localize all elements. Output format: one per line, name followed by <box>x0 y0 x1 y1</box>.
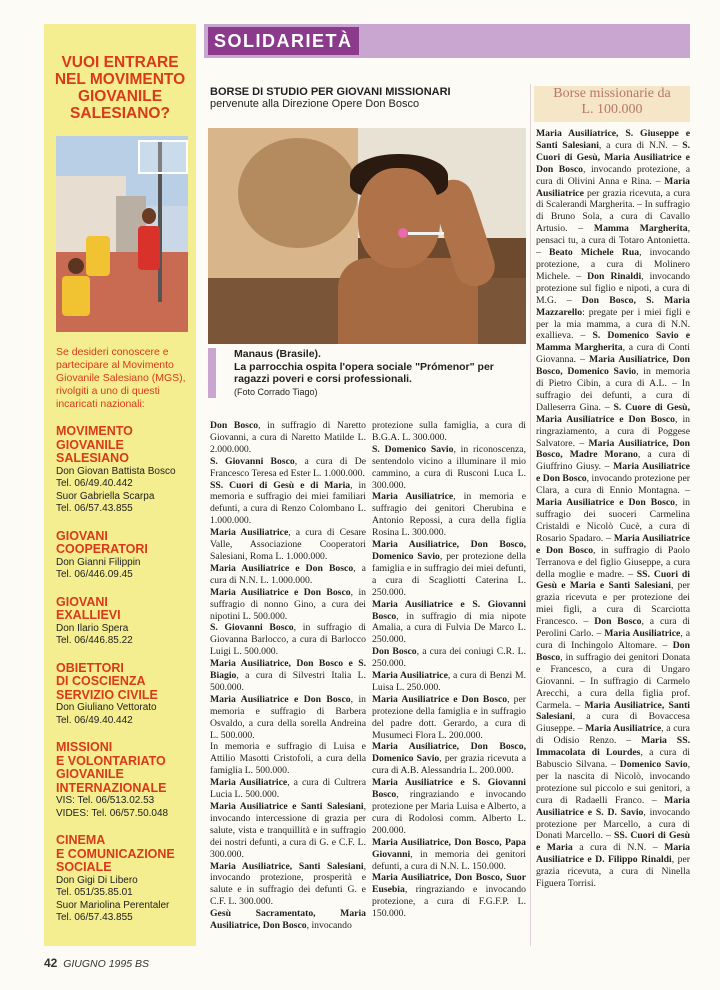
donation-entry <box>210 622 366 658</box>
donation-text: , in ringraziamento, a cura di Poggese Salvatore. – <box>536 413 690 449</box>
donation-dedication: Maria Ausiliatrice e Don Bosco <box>210 562 354 574</box>
donation-dedication: Maria Ausiliatrice e Don Bosco <box>536 497 675 509</box>
contact-line: Tel. 06/446.85.22 <box>56 635 133 646</box>
donation-dedication: Don Bosco <box>594 616 642 628</box>
contact-line: Don Giovan Battista Bosco <box>56 465 176 477</box>
caption-credit: (Foto Corrado Tiago) <box>234 386 318 397</box>
donation-text: , in memoria e suffragio dei genitori Cherubina e Antonio Repossi, a cura della figlia Rosina L. 300.000. <box>372 491 526 539</box>
column-divider <box>530 84 531 946</box>
donation-text: , a cura di Perolini Carlo. – <box>536 616 690 640</box>
section-title: SOLIDARIETÀ <box>208 27 359 55</box>
donation-dedication: Maria Ausiliatrice, Don Bosco, Madre Morano <box>536 437 690 461</box>
donation-text: , a cura di Inchingolo Altomare. – <box>536 628 690 651</box>
contact-section-title: OBIETTORI DI COSCIENZA SERVIZIO CIVILE <box>56 660 158 702</box>
donation-dedication: Maria Ausiliatrice, Don Bosco e S. Biagio <box>210 658 366 682</box>
donation-entry <box>372 694 526 742</box>
contact-line: Suor Mariolina Perentaler <box>56 899 170 911</box>
donation-dedication: Maria Ausiliatrice, Don Bosco, Domenico Savio <box>536 354 690 378</box>
donation-entry <box>210 908 366 932</box>
donation-dedication: S. Domenico Savio e Mamma Margherita <box>536 330 691 354</box>
donation-entry <box>210 777 366 801</box>
contact-line: Tel. 06/57.43.855 <box>56 912 133 923</box>
donation-entry <box>372 741 526 777</box>
donation-text: , a cura di Odisio Renzo. – <box>536 723 690 747</box>
donation-text: , per protezione della famiglia e in suffragio dei miei defunti, a cura di Scagliotti Caterina L. 250.000. <box>372 550 526 598</box>
donation-dedication: Maria Ausiliatrice e S. Giovanni Bosco <box>372 777 526 801</box>
donation-text: , per grazia ricevuta e per protezione dei miei figli, a cura di Scarciotta Francesco. – <box>536 580 691 628</box>
donation-text: , per protezione della famiglia e in suffragio del padre dott. Gerardo, a cura di Musumeci Flora L. 200.000. <box>372 693 526 741</box>
donation-dedication: Maria Ausiliatrice e Don Bosco <box>210 693 351 705</box>
donation-text: , in suffragio di mia nipote Amalia, a cura di Fulvia De Marco L. 250.000. <box>372 610 526 646</box>
donation-text: In memoria e suffragio di Luisa e Attilio Masotti Cristofoli, a cura della famiglia L. 500.000. <box>210 741 366 777</box>
caption-bar <box>208 348 216 398</box>
donation-dedication: Maria Ausiliatrice, Santi Salesiani <box>536 699 690 723</box>
contact-line: Don Giuliano Vettorato <box>56 702 157 713</box>
contact-section <box>56 662 188 728</box>
donation-text: , a cura di N.N. L. 1.000.000. <box>210 562 366 586</box>
donation-text: , invocando protezione, a cura di Molinero Michele. – <box>536 247 691 282</box>
donation-entry <box>210 587 366 623</box>
donation-text: , a cura di Babuscio Silvana. – <box>536 747 690 771</box>
contact-line: Suor Gabriella Scarpa <box>56 490 155 502</box>
donation-text: , per grazia ricevuta, a cura di Ninella Figuera Torrisi. <box>536 854 690 890</box>
donation-dedication: Maria SS. Immacolata di Lourdes <box>536 735 690 759</box>
donation-entry <box>372 670 526 694</box>
donation-dedication: Maria Ausiliatrice <box>372 670 448 682</box>
donation-dedication: Maria Ausiliatrice, Don Bosco, Domenico Savio <box>372 539 526 562</box>
donation-dedication: SS. Cuori di Gesù e Maria e Santi Salesiani <box>536 568 690 592</box>
donation-text: , in memoria e suffragio dei miei familiari defunti, a cura di Renzo Colombano L. 1.000.000. <box>210 479 366 527</box>
donation-text: , invocando protezione per Marcello, a cura di Donati Marcello. – <box>536 806 691 842</box>
donation-text: , a cura di Cultrera Lucia L. 500.000. <box>210 777 366 801</box>
sidebar-intro: Se desideri conoscere e partecipare al Movimento Giovanile Salesiano (MGS), rivolgiti a uno di questi incaricati nazionali: <box>56 346 186 410</box>
donation-text: , invocando protezione sul figlio e nipoti, a cura di M.G. – <box>536 270 691 306</box>
donation-dedication: Maria Ausiliatrice e S. Giovanni Bosco <box>372 598 526 622</box>
contact-section <box>56 596 188 648</box>
donation-text: , per grazia ricevuta a cura di A.B. Alessandria L. 200.000. <box>372 753 526 777</box>
donation-dedication: S. Cuore di Gesù, Maria Ausiliatrice e Don Bosco <box>536 401 690 425</box>
contact-line: Don Gigi Di Libero <box>56 874 138 886</box>
donation-text: , in suffragio di Giovanna Barlocco, a cura di Barlocco Luigi L. 500.000. <box>210 622 366 658</box>
donation-text: , in riconoscenza, sentendolo vicino a illuminare il mio cammino, a cura di Rusconi Luca L. 300.000. <box>372 443 526 491</box>
donation-text: , in memoria di Pietro Cibin, a cura di A.L. – In suffragio dei defunti, a cura di Dalleserra Gina. – <box>536 366 691 413</box>
donation-dedication: Maria Ausiliatrice e Don Bosco <box>210 586 351 598</box>
donation-dedication: Maria Ausiliatrice <box>585 723 662 735</box>
right-column-title: Borse missionarie da L. 100.000 <box>534 86 690 122</box>
donation-dedication: Maria Ausiliatrice <box>372 491 454 503</box>
donations-column-3 <box>536 128 690 890</box>
donation-text: , ringraziando e invocando protezione per Maria Luisa e Alberto, a cura di Rodolosi comm. Alberto L. 200.000. <box>372 789 526 836</box>
donation-entry <box>372 872 526 920</box>
donation-entry <box>372 837 526 873</box>
contact-line: Tel. 051/35.85.01 <box>56 887 133 898</box>
donation-text: , a cura dei coniugi C.R. L. 250.000. <box>372 646 527 670</box>
donation-dedication: Maria Ausiliatrice <box>210 527 289 539</box>
donation-dedication: Don Bosco <box>536 639 690 663</box>
donation-text: : pregate per i miei figli e per la mia mamma, a cura di N.N. exallieva. – <box>536 306 690 342</box>
donation-text: a cura di N.N. – <box>572 842 665 854</box>
donation-dedication: Maria Ausiliatrice e S. D. Savio <box>536 794 690 818</box>
donation-entry <box>536 128 690 890</box>
contact-line: Tel. 06/446.09.45 <box>56 569 133 580</box>
donation-text: , a cura di Benzi M. Luisa L. 250.000. <box>372 670 526 693</box>
donation-dedication: Maria Ausiliatrice e D. Filippo Rinaldi <box>536 842 691 866</box>
sidebar-headline: VUOI ENTRARE NEL MOVIMENTO GIOVANILE SALESIANO? <box>54 54 186 122</box>
donation-entry <box>210 694 366 742</box>
donation-entry <box>210 741 366 777</box>
donation-text: , pensaci tu, a cura di Totaro Antonietta. – <box>536 223 690 259</box>
donation-entry <box>372 599 526 647</box>
article-subtitle: pervenute alla Direzione Opere Don Bosco <box>210 98 420 110</box>
contact-section-title: CINEMA E COMUNICAZIONE SOCIALE <box>56 833 175 874</box>
donation-text: , a cura di De Francesco Teresa ed Ester L. 1.000.000. <box>210 455 366 479</box>
donation-dedication: S. Giovanni Bosco <box>210 455 295 467</box>
donation-text: , in suffragio dei suoceri Carmelina Cristaldi e Nicolò Cucè, a cura di Rosario Spadaro. – <box>536 497 690 544</box>
donation-dedication: S. Domenico Savio <box>372 443 454 455</box>
donation-entry <box>210 861 366 909</box>
donation-dedication: Maria Ausiliatrice <box>604 628 681 640</box>
donation-text: , per la nascita di Nicolò, invocando protezione sul piccolo e sui genitori, a cura di Radaelli Franco. – <box>536 759 690 806</box>
donation-entry <box>372 646 526 670</box>
caption-text: La parrocchia ospita l'opera sociale "Prómenor" per ragazzi poveri e corsi professionali. <box>234 360 494 385</box>
donation-dedication: Domenico Savio <box>619 759 688 771</box>
donation-entry <box>372 444 526 492</box>
contact-section <box>56 834 188 925</box>
donations-column-1 <box>210 420 366 932</box>
donation-text: , invocando intercessione di grazia per salute, vista e tranquillità e in suffragio dei nostri defunti, a cura di G. e C.F. L. 300.000. <box>210 801 366 860</box>
donation-dedication: Don Bosco <box>210 420 259 431</box>
donation-text: , a cura di Cesare Valle, Associazione Cooperatori Salesiani, Roma L. 1.000.000. <box>210 527 366 562</box>
contact-section <box>56 425 188 516</box>
donation-text: , in suffragio di Paolo Terranova e del figlio Giuseppe, a cura della moglie e madre. – <box>536 544 690 580</box>
issue-label: GIUGNO 1995 BS <box>63 958 149 970</box>
article-title: BORSE DI STUDIO PER GIOVANI MISSIONARI <box>210 86 451 98</box>
contact-line: Tel. 06/49.40.442 <box>56 478 133 489</box>
donation-text: , in suffragio di nonno Gino, a cura dei nipotini L. 500.000. <box>210 586 366 622</box>
donation-text: , invocando <box>306 920 352 932</box>
donation-entry <box>210 658 366 694</box>
donation-dedication: Maria Ausiliatrice, Don Bosco, Domenico Savio <box>372 741 526 765</box>
donation-text: protezione sulla famiglia, a cura di B.G.A. L. 300.000. <box>372 420 526 443</box>
donation-dedication: Don Rinaldi <box>587 270 642 282</box>
contact-line: Tel. 06/49.40.442 <box>56 714 133 726</box>
page-footer <box>44 956 149 970</box>
photo-caption <box>208 348 526 398</box>
donation-text: , a cura di Silvestri Italia L. 500.000. <box>210 670 366 693</box>
donation-dedication: Don Bosco, S. Maria Mazzarello <box>536 294 690 318</box>
sidebar-contacts <box>44 425 196 925</box>
donation-text: , a cura di Bovaccesa Giuseppe. – <box>536 711 690 735</box>
donation-text: , in suffragio di Naretto Giovanni, a cura di Naretto Matilde L. 2.000.000. <box>210 420 366 455</box>
donation-entry <box>210 527 366 563</box>
donation-dedication: Gesù Sacramentato, Maria Ausiliatrice, Don Bosco <box>210 908 366 932</box>
donation-text: , invocando protezione, a cura di Olivini Anna e Rina. – <box>536 163 690 187</box>
boy-photo <box>208 128 526 344</box>
donation-text: , ringraziando e invocando protezione, a cura di F.G.F.P. L. 150.000. <box>372 884 526 920</box>
contact-line: Don Ilario Spera <box>56 622 129 634</box>
donation-dedication: Maria Ausiliatrice, S. Giuseppe e Santi Salesiani <box>536 128 690 151</box>
contact-line: Don Gianni Filippin <box>56 556 141 568</box>
contact-section <box>56 530 188 582</box>
contact-section-title: GIOVANI EXALLIEVI <box>56 594 121 622</box>
donation-dedication: Maria Ausiliatrice e Don Bosco <box>536 532 690 556</box>
donation-entry <box>210 456 366 480</box>
caption-place: Manaus (Brasile). <box>234 348 321 360</box>
contact-section <box>56 741 188 820</box>
donation-text: , in suffragio dei genitori Donata e Francesco, a cura di Ungaro Giovanni. – In suffragio di Carmelo Arecchi, a cura della figlia prof. Carmela. – <box>536 651 690 711</box>
donation-dedication: Beato Michele Rua <box>549 247 640 259</box>
donation-text: , in memoria e suffragio di Barbera Osvaldo, a cura della sorella Andreina L. 500.000. <box>210 693 366 741</box>
donation-dedication: SS. Cuori di Gesù e Maria <box>536 830 690 854</box>
page-number: 42 <box>44 956 58 970</box>
donation-dedication: Maria Ausiliatrice, Don Bosco, Suor Eusebia <box>372 872 526 896</box>
donation-text: , a cura di Giuffrino Giusy. – <box>536 449 690 473</box>
basketball-photo <box>56 136 188 332</box>
donation-text: , invocando protezione, prosperità e salute e in suffragio dei defunti G. e C.F. L. 300.000. <box>210 860 366 908</box>
donation-dedication: S. Cuori di Gesù, Maria Ausiliatrice e Don Bosco <box>536 139 690 175</box>
donation-entry <box>372 491 526 539</box>
donation-text: , invocando protezione per Clara, a cura di Ennio Montagna. – <box>536 473 691 497</box>
donation-entry <box>372 777 526 837</box>
donation-dedication: S. Giovanni Bosco <box>210 622 294 634</box>
donation-text: , a cura di Conti Giovanna. – <box>536 342 690 366</box>
donation-entry <box>210 563 366 587</box>
contact-section-title: MOVIMENTO GIOVANILE SALESIANO <box>56 424 133 465</box>
donation-entry <box>210 801 366 861</box>
donation-dedication: Maria Ausiliatrice, Santi Salesiani <box>210 860 364 872</box>
donation-dedication: Maria Ausiliatrice, Don Bosco, Papa Giovanni <box>372 836 526 860</box>
donations-column-2 <box>372 420 526 920</box>
donation-dedication: Maria Ausiliatrice e Don Bosco <box>372 693 508 705</box>
donation-entry <box>372 539 526 599</box>
contact-section-title: MISSIONI E VOLONTARIATO GIOVANILE INTERNAZIONALE <box>56 740 167 795</box>
contact-line: VIDES: Tel. 06/57.50.048 <box>56 807 169 819</box>
donation-dedication: Maria Ausiliatrice <box>210 777 288 789</box>
donation-dedication: Maria Ausiliatrice <box>536 175 690 199</box>
contact-section-title: GIOVANI COOPERATORI <box>56 528 148 556</box>
donation-entry <box>372 420 526 444</box>
article-header <box>210 86 526 110</box>
contact-line: VIS: Tel. 06/513.02.53 <box>56 795 155 806</box>
donation-entry <box>210 480 366 528</box>
donation-dedication: SS. Cuori di Gesù e di Maria <box>210 479 351 491</box>
donation-text: , in memoria dei genitori defunti, a cura di N.N. L. 150.000. <box>372 848 526 872</box>
donation-dedication: Don Bosco <box>372 646 417 658</box>
donation-dedication: Maria Ausiliatrice e Santi Salesiani <box>210 801 364 812</box>
contact-line: Tel. 06/57.43.855 <box>56 503 133 514</box>
donation-entry <box>210 420 366 456</box>
donation-text: per grazia ricevuta, a cura di Scalerandi Margherita. – In suffragio di Bruno Sola, a cura di Cavallo Artusio. – <box>536 187 690 235</box>
donation-dedication: Mamma Margherita <box>593 223 688 235</box>
donation-dedication: Maria Ausiliatrice e Don Bosco <box>536 461 690 485</box>
sidebar <box>44 24 196 946</box>
donation-text: , a cura di N.N. – <box>598 139 683 151</box>
